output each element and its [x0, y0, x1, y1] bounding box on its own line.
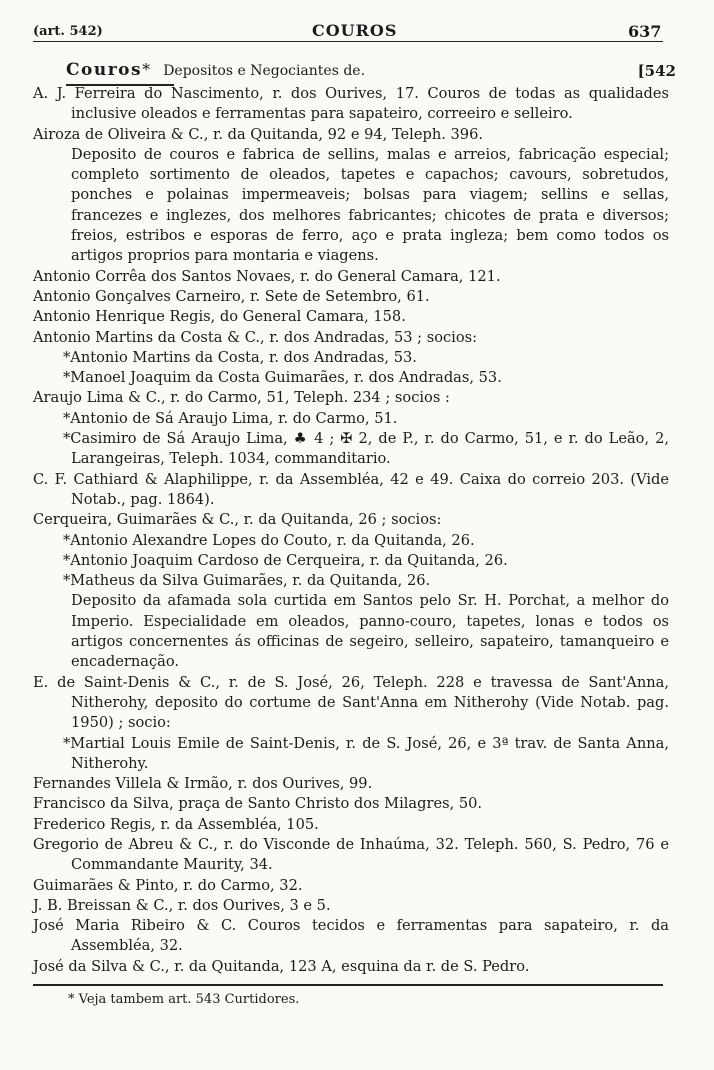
entry-list	[33, 84, 669, 977]
entry-description: Deposito da afamada sola curtida em Santos pelo Sr. H. Porchat, a melhor do Imperio. Especialidade em oleados, panno-couro, tapetes, lonas e todos os artigos concernentes ás officinas de segeiro, selleiro, sapateiro, tamanqueiro e encadernação.	[71, 592, 669, 671]
directory-entry: C. F. Cathiard & Alaphilippe, r. da Assembléa, 42 e 49. Caixa do correio 203. (Vide Notab., pag. 1864).	[33, 470, 669, 508]
directory-entry: Airoza de Oliveira & C., r. da Quitanda, 92 e 94, Teleph. 396.	[33, 125, 484, 143]
directory-entry: J. B. Breissan & C., r. dos Ourives, 3 e 5.	[33, 896, 331, 914]
directory-entry: Gregorio de Abreu & C., r. do Visconde de Inhaúma, 32. Teleph. 560, S. Pedro, 76 e Commandante Maurity, 34.	[33, 835, 669, 874]
partner-entry: *Antonio de Sá Araujo Lima, r. do Carmo, 51.	[63, 409, 398, 427]
directory-entry: José da Silva & C., r. da Quitanda, 123 A, esquina da r. de S. Pedro.	[33, 957, 530, 975]
directory-entry: A. J. Ferreira do Nascimento, r. dos Ourives, 17. Couros de todas as qualidades inclusive oleados e ferramentas para sapateiro, correeiro e selleiro.	[33, 85, 669, 123]
directory-entry: José Maria Ribeiro & C. Couros tecidos e ferramentas para sapateiro, r. da Assembléa, 32.	[33, 917, 669, 955]
section-star: *	[142, 60, 151, 79]
footnote-rule	[33, 984, 663, 986]
directory-entry: Cerqueira, Guimarães & C., r. da Quitanda, 26 ; socios:	[33, 511, 442, 529]
section-title: Couros	[66, 60, 143, 80]
article-range: (art. 542)	[33, 24, 103, 39]
footnote: * Veja tambem art. 543 Curtidores.	[68, 992, 300, 1007]
partner-entry: *Antonio Alexandre Lopes do Couto, r. da Quitanda, 26.	[63, 531, 475, 549]
partner-entry: *Antonio Martins da Costa, r. dos Andradas, 53.	[63, 348, 417, 366]
directory-entry: Araujo Lima & C., r. do Carmo, 51, Teleph. 234 ; socios :	[33, 389, 450, 407]
directory-entry: E. de Saint-Denis & C., r. de S. José, 26, Teleph. 228 e travessa de Sant'Anna, Nitherohy, deposito do cortume de Sant'Anna em Nitherohy (Vide Notab. pag. 1950) ; socio:	[33, 673, 669, 732]
partner-entry: *Casimiro de Sá Araujo Lima, ♣ 4 ; ✠ 2, de P., r. do Carmo, 51, e r. do Leão, 2, Larangeiras, Teleph. 1034, commanditario.	[63, 430, 669, 468]
partner-entry: *Antonio Joaquim Cardoso de Cerqueira, r. da Quitanda, 26.	[63, 551, 508, 569]
section-subtitle: Depositos e Negociantes de.	[163, 63, 366, 79]
directory-entry: Antonio Gonçalves Carneiro, r. Sete de Setembro, 61.	[33, 287, 430, 305]
directory-entry: Antonio Martins da Costa & C., r. dos Andradas, 53 ; socios:	[33, 328, 478, 346]
section-heading	[66, 60, 676, 84]
page-number: 637	[628, 22, 662, 41]
directory-entry: Antonio Corrêa dos Santos Novaes, r. do General Camara, 121.	[33, 267, 501, 285]
directory-entry: Fernandes Villela & Irmão, r. dos Ourives, 99.	[33, 775, 373, 793]
entry-description: Deposito de couros e fabrica de sellins, malas e arreios, fabricação especial; completo sortimento de oleados, tapetes e capachos; cavours, sobretudos, ponches e polainas impermeaveis; bolsas para viagem; sellins e sellas, francezes e inglezes, dos melhores fabricantes; chicotes de prata e diversos; freios, estribos e esporas de ferro, aço e prata ingleza; bem como todos os artigos proprios para montaria e viagens.	[71, 145, 669, 265]
partner-entry: *Manoel Joaquim da Costa Guimarães, r. dos Andradas, 53.	[63, 369, 502, 387]
partner-entry: *Martial Louis Emile de Saint-Denis, r. de S. José, 26, e 3ª trav. de Santa Anna, Nitherohy.	[63, 734, 669, 772]
section-number: [542	[637, 62, 676, 80]
directory-entry: Frederico Regis, r. da Assembléa, 105.	[33, 815, 319, 833]
directory-entry: Antonio Henrique Regis, do General Camara, 158.	[33, 308, 406, 326]
directory-entry: Guimarães & Pinto, r. do Carmo, 32.	[33, 876, 303, 894]
partner-entry: *Matheus da Silva Guimarães, r. da Quitanda, 26.	[63, 572, 431, 590]
directory-entry: Francisco da Silva, praça de Santo Christo dos Milagres, 50.	[33, 795, 483, 813]
running-title: COUROS	[312, 21, 398, 40]
header-rule	[33, 41, 663, 42]
